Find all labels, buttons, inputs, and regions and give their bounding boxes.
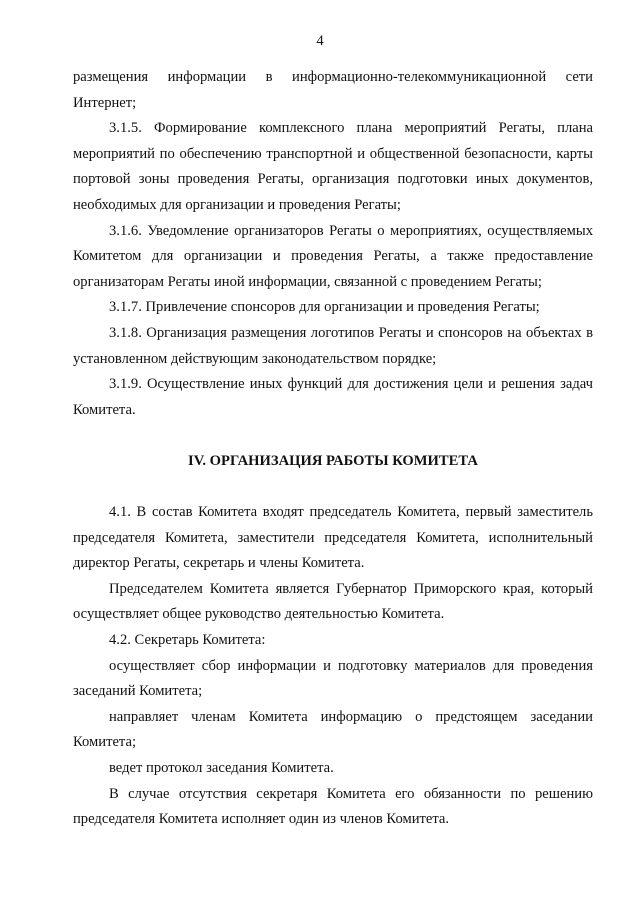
paragraph-chairman: Председателем Комитета является Губернатор Приморского края, который осуществляет общее руководство деятельностью Комитета.: [73, 580, 593, 623]
section-heading: IV. ОРГАНИЗАЦИЯ РАБОТЫ КОМИТЕТА: [188, 452, 478, 469]
section-spacer: [73, 475, 593, 501]
paragraph-secretary-duty-1: осуществляет сбор информации и подготовку материалов для проведения заседаний Комитета;: [73, 657, 593, 700]
section-spacer: [73, 423, 593, 449]
paragraph-secretary-absence: В случае отсутствия секретаря Комитета его обязанности по решению председателя Комитета исполняет один из членов Комитета.: [73, 785, 593, 828]
paragraph-4-1: 4.1. В состав Комитета входят председатель Комитета, первый заместитель председателя Комитета, заместители председателя Комитета, исполнительный директор Регаты, секретарь и члены Комитета.: [73, 504, 593, 572]
document-body: [73, 65, 593, 833]
paragraph-3-1-6: 3.1.6. Уведомление организаторов Регаты о мероприятиях, осуществляемых Комитетом для организации и проведения Регаты, а также предоставление организаторам Регаты иной информации, связанной с проведением Регаты;: [73, 222, 593, 290]
page-number: 4: [316, 33, 324, 49]
paragraph-secretary-duty-2: направляет членам Комитета информацию о предстоящем заседании Комитета;: [73, 708, 593, 751]
paragraph-3-1-5: 3.1.5. Формирование комплексного плана мероприятий Регаты, плана мероприятий по обеспечению транспортной и общественной безопасности, карты портовой зоны проведения Регаты, организация подготовки иных документов, необходимых для организации и проведения Регаты;: [73, 120, 593, 213]
paragraph-4-2: 4.2. Секретарь Комитета:: [109, 632, 266, 649]
paragraph-3-1-7: 3.1.7. Привлечение спонсоров для организации и проведения Регаты;: [109, 299, 540, 316]
paragraph-3-1-9: 3.1.9. Осуществление иных функций для достижения цели и решения задач Комитета.: [73, 376, 593, 418]
paragraph-3-1-4-continuation: размещения информации в информационно-телекоммуникационной сети Интернет;: [73, 69, 593, 111]
paragraph-secretary-duty-3: ведет протокол заседания Комитета.: [109, 760, 334, 777]
paragraph-3-1-8: 3.1.8. Организация размещения логотипов Регаты и спонсоров на объектах в установленном действующим законодательством порядке;: [73, 324, 593, 367]
